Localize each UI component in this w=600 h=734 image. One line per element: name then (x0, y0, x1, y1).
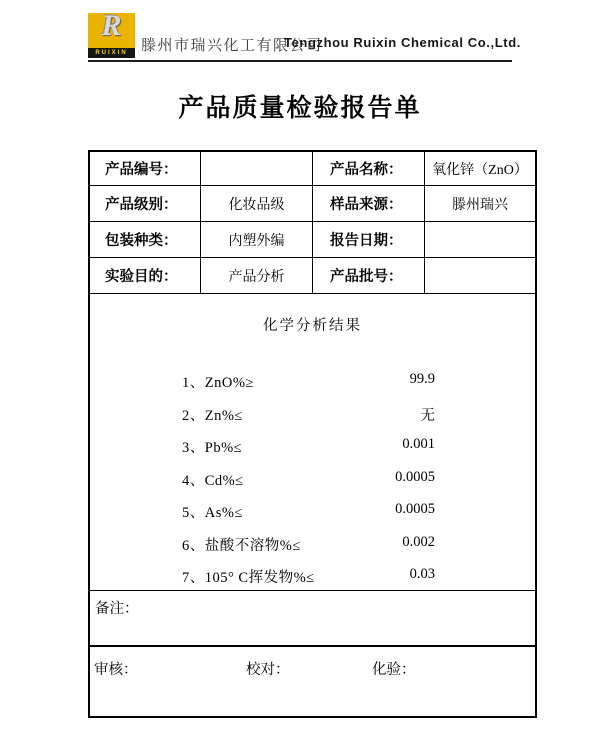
page-title: 产品质量检验报告单 (178, 94, 422, 122)
remarks-section (90, 591, 535, 645)
label-product-name (313, 152, 425, 185)
analysis-item-label: 4、Cd%≤ (182, 472, 244, 489)
analysis-item (90, 461, 535, 494)
value-product-grade (201, 186, 313, 221)
value-batch-number (425, 258, 535, 293)
label-text: 产品批号： (330, 269, 403, 285)
analysis-item-label: 5、As%≤ (182, 505, 243, 521)
table-row (90, 186, 535, 222)
label-test-purpose (90, 258, 201, 293)
label-text: 报告日期： (330, 233, 403, 249)
analysis-item-value: 0.0005 (395, 501, 435, 517)
analysis-item-value: 0.001 (402, 436, 435, 452)
assay-label: 化验： (372, 662, 416, 678)
analysis-section-title: 化学分析结果 (263, 318, 362, 334)
value-report-date (425, 222, 535, 257)
value-product-name (425, 152, 535, 185)
analysis-item-value: 99.9 (409, 371, 435, 387)
label-product-code (90, 152, 201, 185)
table-row (90, 152, 535, 186)
label-package-type (90, 222, 201, 257)
value-text: 滕州瑞兴 (452, 197, 508, 213)
value-text: 化妆品级 (228, 197, 285, 213)
label-text: 产品编号： (105, 162, 178, 178)
company-name-english: Tengzhou Ruixin Chemical Co.,Ltd. (284, 35, 521, 50)
analysis-item-value: 无 (420, 407, 435, 424)
label-text: 实验目的： (105, 269, 178, 285)
analysis-item-value: 0.03 (409, 566, 435, 582)
table-row (90, 258, 535, 294)
value-product-code (201, 152, 313, 185)
value-sample-source (425, 186, 535, 221)
table-row (90, 222, 535, 258)
analysis-item-value: 0.002 (402, 533, 435, 550)
analysis-item (90, 396, 535, 429)
label-product-grade (90, 186, 201, 221)
label-batch-number (313, 258, 425, 293)
analysis-item (90, 558, 535, 591)
value-test-purpose (201, 258, 313, 293)
report-table (88, 150, 537, 718)
label-report-date (313, 222, 425, 257)
analysis-item (90, 363, 535, 396)
logo-brand-text: RUIXIN (88, 48, 135, 58)
analysis-item-label: 6、盐酸不溶物%≤ (182, 537, 301, 554)
analysis-item-label: 2、Zn%≤ (182, 407, 243, 424)
value-text: 氧化锌（ZnO） (432, 162, 528, 178)
review-label: 审核： (94, 662, 138, 678)
value-text: 产品分析 (228, 269, 285, 285)
analysis-item (90, 428, 535, 461)
analysis-items (90, 363, 535, 591)
company-name-chinese: 滕州市瑞兴化工有限公司 (141, 38, 323, 54)
value-package-type (201, 222, 313, 257)
value-text: 内塑外编 (228, 233, 285, 249)
logo-r-glyph: R (101, 13, 122, 42)
label-text: 产品级别： (105, 197, 178, 213)
remarks-label: 备注： (95, 601, 139, 617)
analysis-item-label: 3、Pb%≤ (182, 440, 243, 456)
analysis-item (90, 526, 535, 559)
analysis-item-label: 7、105° C挥发物%≤ (182, 570, 315, 586)
analysis-item (90, 493, 535, 526)
analysis-item-label: 1、ZnO%≥ (182, 375, 254, 391)
signatures-section (90, 645, 535, 716)
label-text: 包装种类： (105, 233, 178, 249)
analysis-section (90, 294, 535, 591)
label-text: 产品名称： (330, 162, 403, 178)
company-logo (88, 13, 135, 58)
header-divider (88, 60, 512, 62)
analysis-item-value: 0.0005 (395, 468, 435, 485)
proofread-label: 校对： (246, 662, 290, 678)
label-sample-source (313, 186, 425, 221)
label-text: 样品来源： (330, 197, 403, 213)
